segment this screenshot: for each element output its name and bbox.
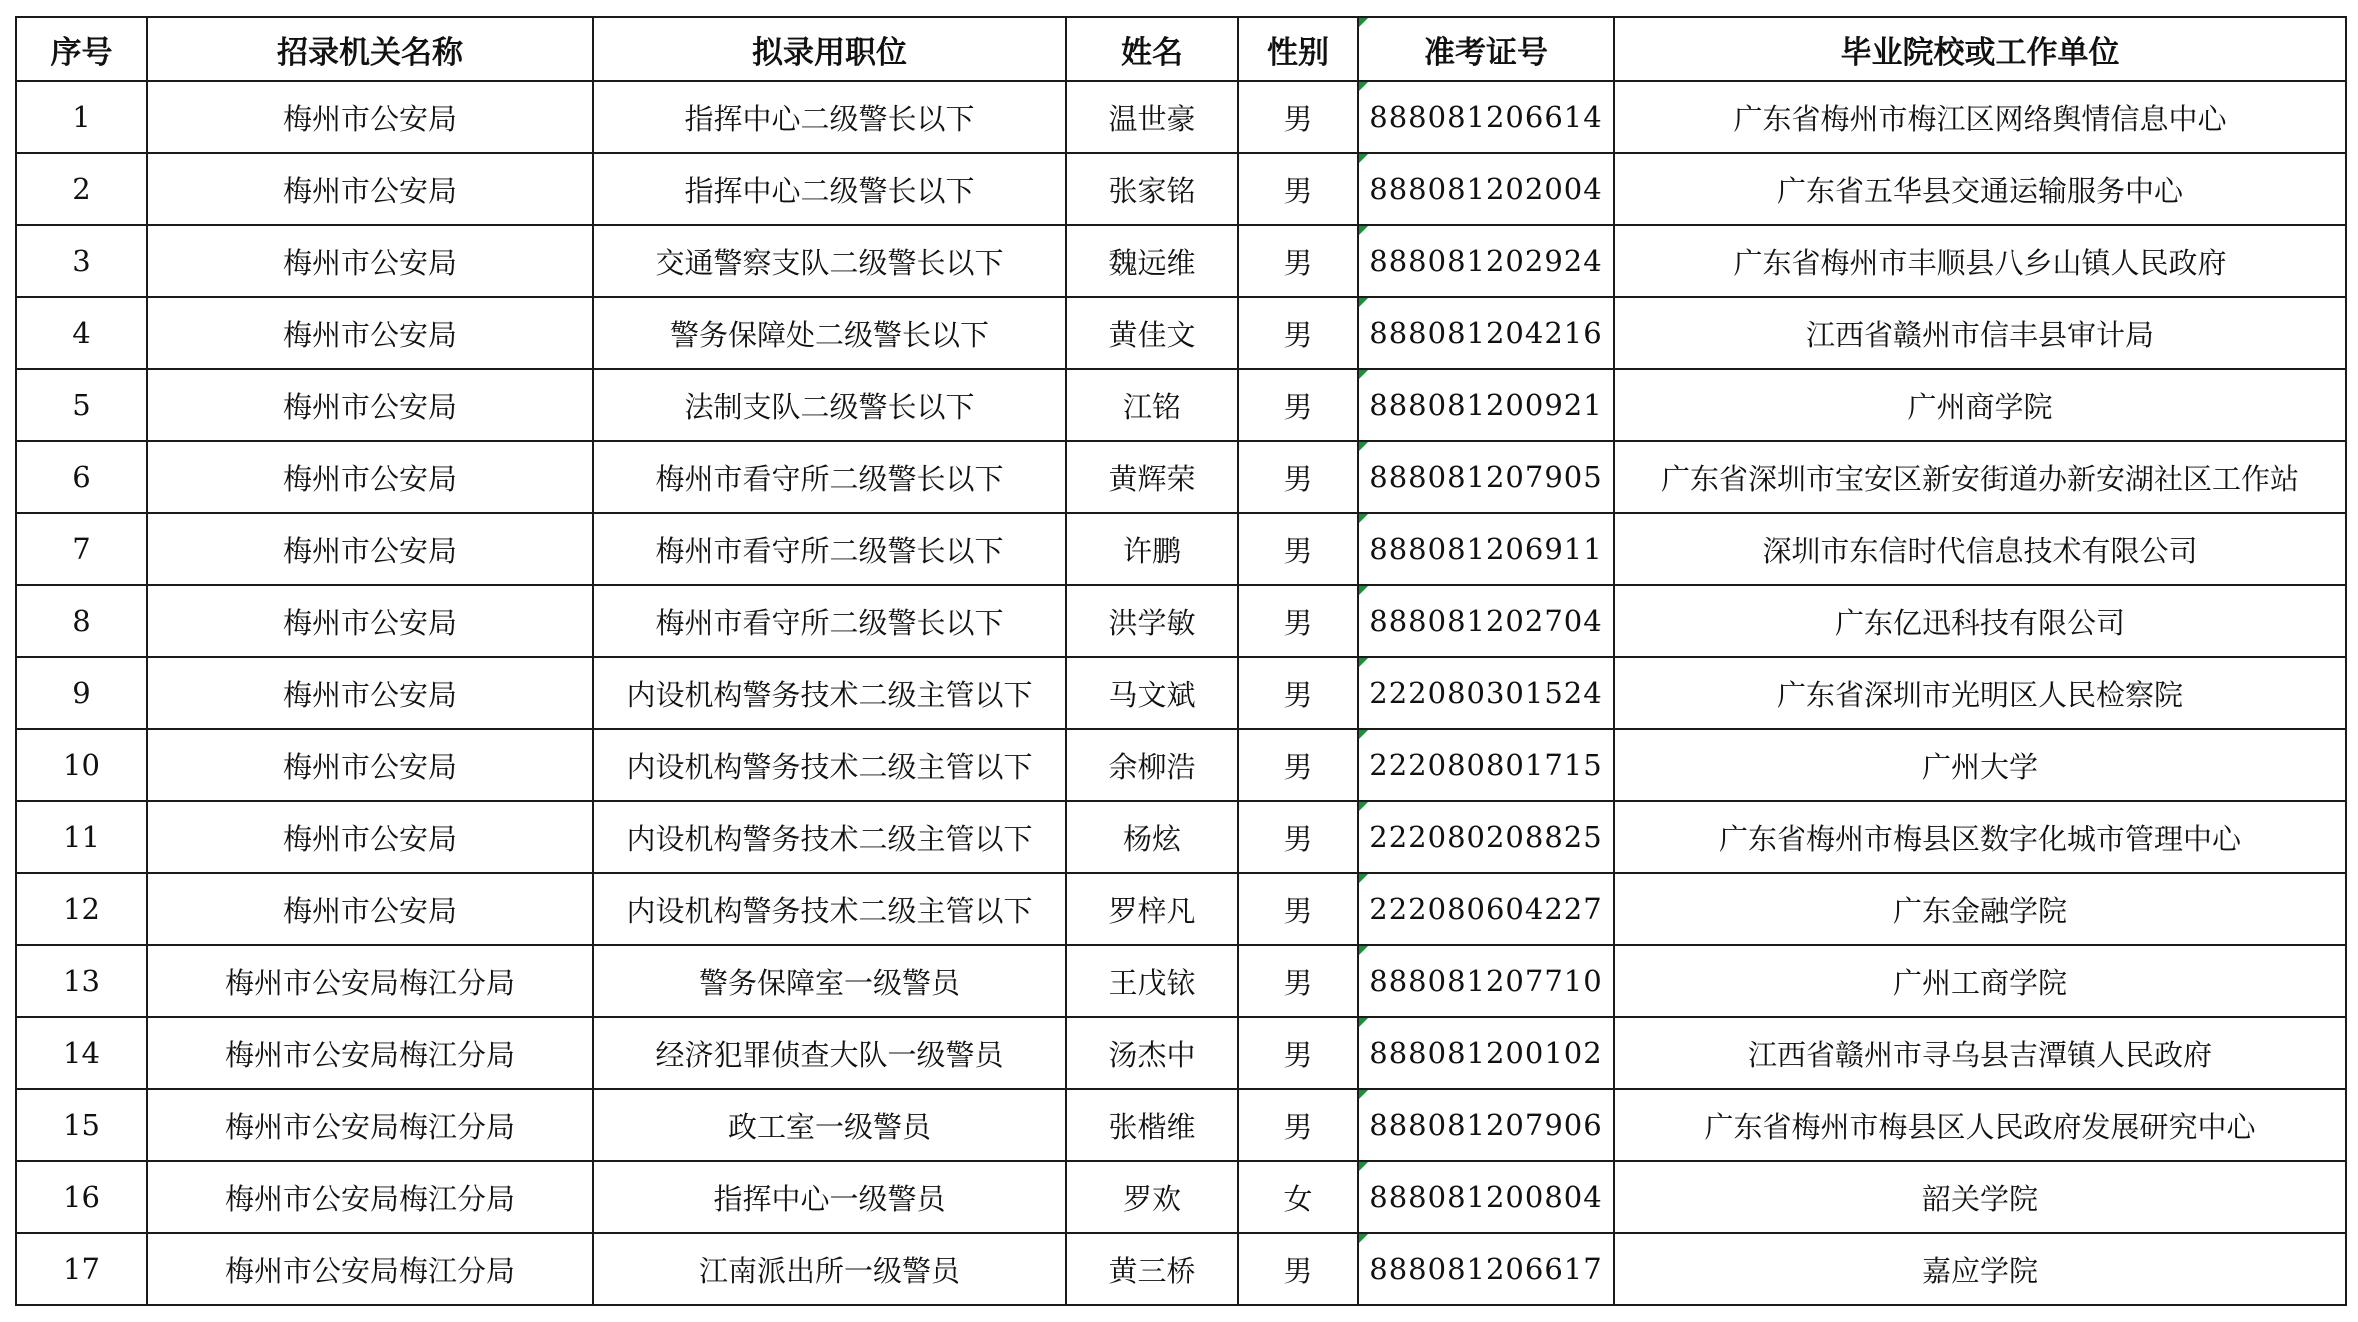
cell-agency: 梅州市公安局	[147, 81, 593, 153]
header-gender: 性别	[1238, 17, 1358, 81]
cell-gender: 男	[1238, 1089, 1358, 1161]
cell-exam-number: 888081200804	[1358, 1161, 1614, 1233]
cell-index: 3	[16, 225, 147, 297]
cell-position: 梅州市看守所二级警长以下	[593, 513, 1066, 585]
cell-gender: 男	[1238, 801, 1358, 873]
cell-position: 指挥中心二级警长以下	[593, 81, 1066, 153]
cell-name: 黄佳文	[1066, 297, 1238, 369]
cell-name: 张楷维	[1066, 1089, 1238, 1161]
cell-agency: 梅州市公安局梅江分局	[147, 1017, 593, 1089]
cell-gender: 男	[1238, 369, 1358, 441]
cell-exam-number: 888081202704	[1358, 585, 1614, 657]
admission-roster-table	[15, 16, 2347, 1306]
cell-index: 9	[16, 657, 147, 729]
cell-name: 余柳浩	[1066, 729, 1238, 801]
cell-agency: 梅州市公安局梅江分局	[147, 945, 593, 1017]
cell-agency: 梅州市公安局	[147, 153, 593, 225]
cell-gender: 男	[1238, 1017, 1358, 1089]
cell-school-or-employer: 广东省梅州市丰顺县八乡山镇人民政府	[1614, 225, 2346, 297]
cell-exam-number: 888081206614	[1358, 81, 1614, 153]
cell-index: 7	[16, 513, 147, 585]
cell-name: 罗欢	[1066, 1161, 1238, 1233]
cell-agency: 梅州市公安局	[147, 801, 593, 873]
cell-position: 经济犯罪侦查大队一级警员	[593, 1017, 1066, 1089]
table-row	[16, 513, 2346, 585]
cell-index: 13	[16, 945, 147, 1017]
cell-school-or-employer: 广州商学院	[1614, 369, 2346, 441]
cell-exam-number: 888081200921	[1358, 369, 1614, 441]
cell-name: 张家铭	[1066, 153, 1238, 225]
cell-school-or-employer: 广州大学	[1614, 729, 2346, 801]
cell-index: 17	[16, 1233, 147, 1305]
cell-gender: 男	[1238, 297, 1358, 369]
cell-gender: 男	[1238, 585, 1358, 657]
cell-index: 5	[16, 369, 147, 441]
cell-school-or-employer: 广东省深圳市光明区人民检察院	[1614, 657, 2346, 729]
cell-gender: 男	[1238, 945, 1358, 1017]
header-exam-number: 准考证号	[1358, 17, 1614, 81]
cell-index: 15	[16, 1089, 147, 1161]
cell-name: 罗梓凡	[1066, 873, 1238, 945]
cell-school-or-employer: 广东金融学院	[1614, 873, 2346, 945]
header-school-or-employer: 毕业院校或工作单位	[1614, 17, 2346, 81]
table-row	[16, 873, 2346, 945]
cell-position: 江南派出所一级警员	[593, 1233, 1066, 1305]
cell-exam-number: 888081202924	[1358, 225, 1614, 297]
cell-school-or-employer: 嘉应学院	[1614, 1233, 2346, 1305]
cell-exam-number: 888081204216	[1358, 297, 1614, 369]
header-row	[16, 17, 2346, 81]
cell-position: 内设机构警务技术二级主管以下	[593, 729, 1066, 801]
cell-agency: 梅州市公安局梅江分局	[147, 1233, 593, 1305]
cell-name: 黄辉荣	[1066, 441, 1238, 513]
cell-exam-number: 888081206911	[1358, 513, 1614, 585]
cell-agency: 梅州市公安局梅江分局	[147, 1161, 593, 1233]
cell-name: 马文斌	[1066, 657, 1238, 729]
cell-index: 6	[16, 441, 147, 513]
cell-position: 法制支队二级警长以下	[593, 369, 1066, 441]
cell-position: 警务保障室一级警员	[593, 945, 1066, 1017]
cell-school-or-employer: 韶关学院	[1614, 1161, 2346, 1233]
cell-school-or-employer: 广东省梅州市梅县区人民政府发展研究中心	[1614, 1089, 2346, 1161]
cell-index: 4	[16, 297, 147, 369]
header-position: 拟录用职位	[593, 17, 1066, 81]
cell-name: 王戊铱	[1066, 945, 1238, 1017]
cell-exam-number: 888081206617	[1358, 1233, 1614, 1305]
cell-exam-number: 888081207710	[1358, 945, 1614, 1017]
cell-position: 警务保障处二级警长以下	[593, 297, 1066, 369]
cell-exam-number: 888081202004	[1358, 153, 1614, 225]
cell-exam-number: 888081207906	[1358, 1089, 1614, 1161]
cell-index: 12	[16, 873, 147, 945]
cell-school-or-employer: 深圳市东信时代信息技术有限公司	[1614, 513, 2346, 585]
header-index: 序号	[16, 17, 147, 81]
cell-school-or-employer: 江西省赣州市信丰县审计局	[1614, 297, 2346, 369]
cell-index: 11	[16, 801, 147, 873]
cell-index: 1	[16, 81, 147, 153]
cell-exam-number: 222080801715	[1358, 729, 1614, 801]
table-row	[16, 801, 2346, 873]
cell-position: 政工室一级警员	[593, 1089, 1066, 1161]
cell-name: 黄三桥	[1066, 1233, 1238, 1305]
table-header	[16, 17, 2346, 81]
cell-position: 内设机构警务技术二级主管以下	[593, 657, 1066, 729]
cell-exam-number: 222080208825	[1358, 801, 1614, 873]
cell-index: 2	[16, 153, 147, 225]
cell-gender: 男	[1238, 513, 1358, 585]
table-row	[16, 441, 2346, 513]
table-row	[16, 945, 2346, 1017]
cell-agency: 梅州市公安局	[147, 441, 593, 513]
cell-school-or-employer: 广东省五华县交通运输服务中心	[1614, 153, 2346, 225]
cell-position: 梅州市看守所二级警长以下	[593, 585, 1066, 657]
cell-gender: 男	[1238, 657, 1358, 729]
cell-agency: 梅州市公安局	[147, 873, 593, 945]
cell-school-or-employer: 江西省赣州市寻乌县吉潭镇人民政府	[1614, 1017, 2346, 1089]
cell-position: 指挥中心一级警员	[593, 1161, 1066, 1233]
table-row	[16, 297, 2346, 369]
cell-school-or-employer: 广东省梅州市梅江区网络舆情信息中心	[1614, 81, 2346, 153]
cell-name: 温世豪	[1066, 81, 1238, 153]
header-agency: 招录机关名称	[147, 17, 593, 81]
cell-position: 交通警察支队二级警长以下	[593, 225, 1066, 297]
table-row	[16, 1233, 2346, 1305]
cell-index: 16	[16, 1161, 147, 1233]
cell-gender: 男	[1238, 441, 1358, 513]
cell-agency: 梅州市公安局梅江分局	[147, 1089, 593, 1161]
cell-gender: 男	[1238, 1233, 1358, 1305]
cell-position: 内设机构警务技术二级主管以下	[593, 873, 1066, 945]
cell-school-or-employer: 广州工商学院	[1614, 945, 2346, 1017]
cell-position: 内设机构警务技术二级主管以下	[593, 801, 1066, 873]
header-name: 姓名	[1066, 17, 1238, 81]
cell-agency: 梅州市公安局	[147, 585, 593, 657]
cell-school-or-employer: 广东省深圳市宝安区新安街道办新安湖社区工作站	[1614, 441, 2346, 513]
cell-exam-number: 222080301524	[1358, 657, 1614, 729]
cell-agency: 梅州市公安局	[147, 729, 593, 801]
table-row	[16, 81, 2346, 153]
table-row	[16, 225, 2346, 297]
cell-gender: 男	[1238, 225, 1358, 297]
cell-index: 8	[16, 585, 147, 657]
cell-exam-number: 888081200102	[1358, 1017, 1614, 1089]
cell-position: 梅州市看守所二级警长以下	[593, 441, 1066, 513]
cell-agency: 梅州市公安局	[147, 513, 593, 585]
cell-name: 魏远维	[1066, 225, 1238, 297]
cell-index: 10	[16, 729, 147, 801]
cell-name: 杨炫	[1066, 801, 1238, 873]
cell-gender: 男	[1238, 873, 1358, 945]
table-row	[16, 369, 2346, 441]
cell-gender: 女	[1238, 1161, 1358, 1233]
table-row	[16, 729, 2346, 801]
cell-agency: 梅州市公安局	[147, 225, 593, 297]
cell-position: 指挥中心二级警长以下	[593, 153, 1066, 225]
table-row	[16, 1089, 2346, 1161]
cell-school-or-employer: 广东省梅州市梅县区数字化城市管理中心	[1614, 801, 2346, 873]
table-row	[16, 1161, 2346, 1233]
cell-exam-number: 222080604227	[1358, 873, 1614, 945]
table-body	[16, 81, 2346, 1305]
table-row	[16, 585, 2346, 657]
cell-name: 许鹏	[1066, 513, 1238, 585]
cell-agency: 梅州市公安局	[147, 657, 593, 729]
cell-gender: 男	[1238, 729, 1358, 801]
table-row	[16, 1017, 2346, 1089]
cell-school-or-employer: 广东亿迅科技有限公司	[1614, 585, 2346, 657]
cell-exam-number: 888081207905	[1358, 441, 1614, 513]
cell-name: 洪学敏	[1066, 585, 1238, 657]
cell-index: 14	[16, 1017, 147, 1089]
table-row	[16, 153, 2346, 225]
cell-gender: 男	[1238, 153, 1358, 225]
cell-gender: 男	[1238, 81, 1358, 153]
cell-name: 江铭	[1066, 369, 1238, 441]
table-row	[16, 657, 2346, 729]
cell-name: 汤杰中	[1066, 1017, 1238, 1089]
cell-agency: 梅州市公安局	[147, 297, 593, 369]
cell-agency: 梅州市公安局	[147, 369, 593, 441]
